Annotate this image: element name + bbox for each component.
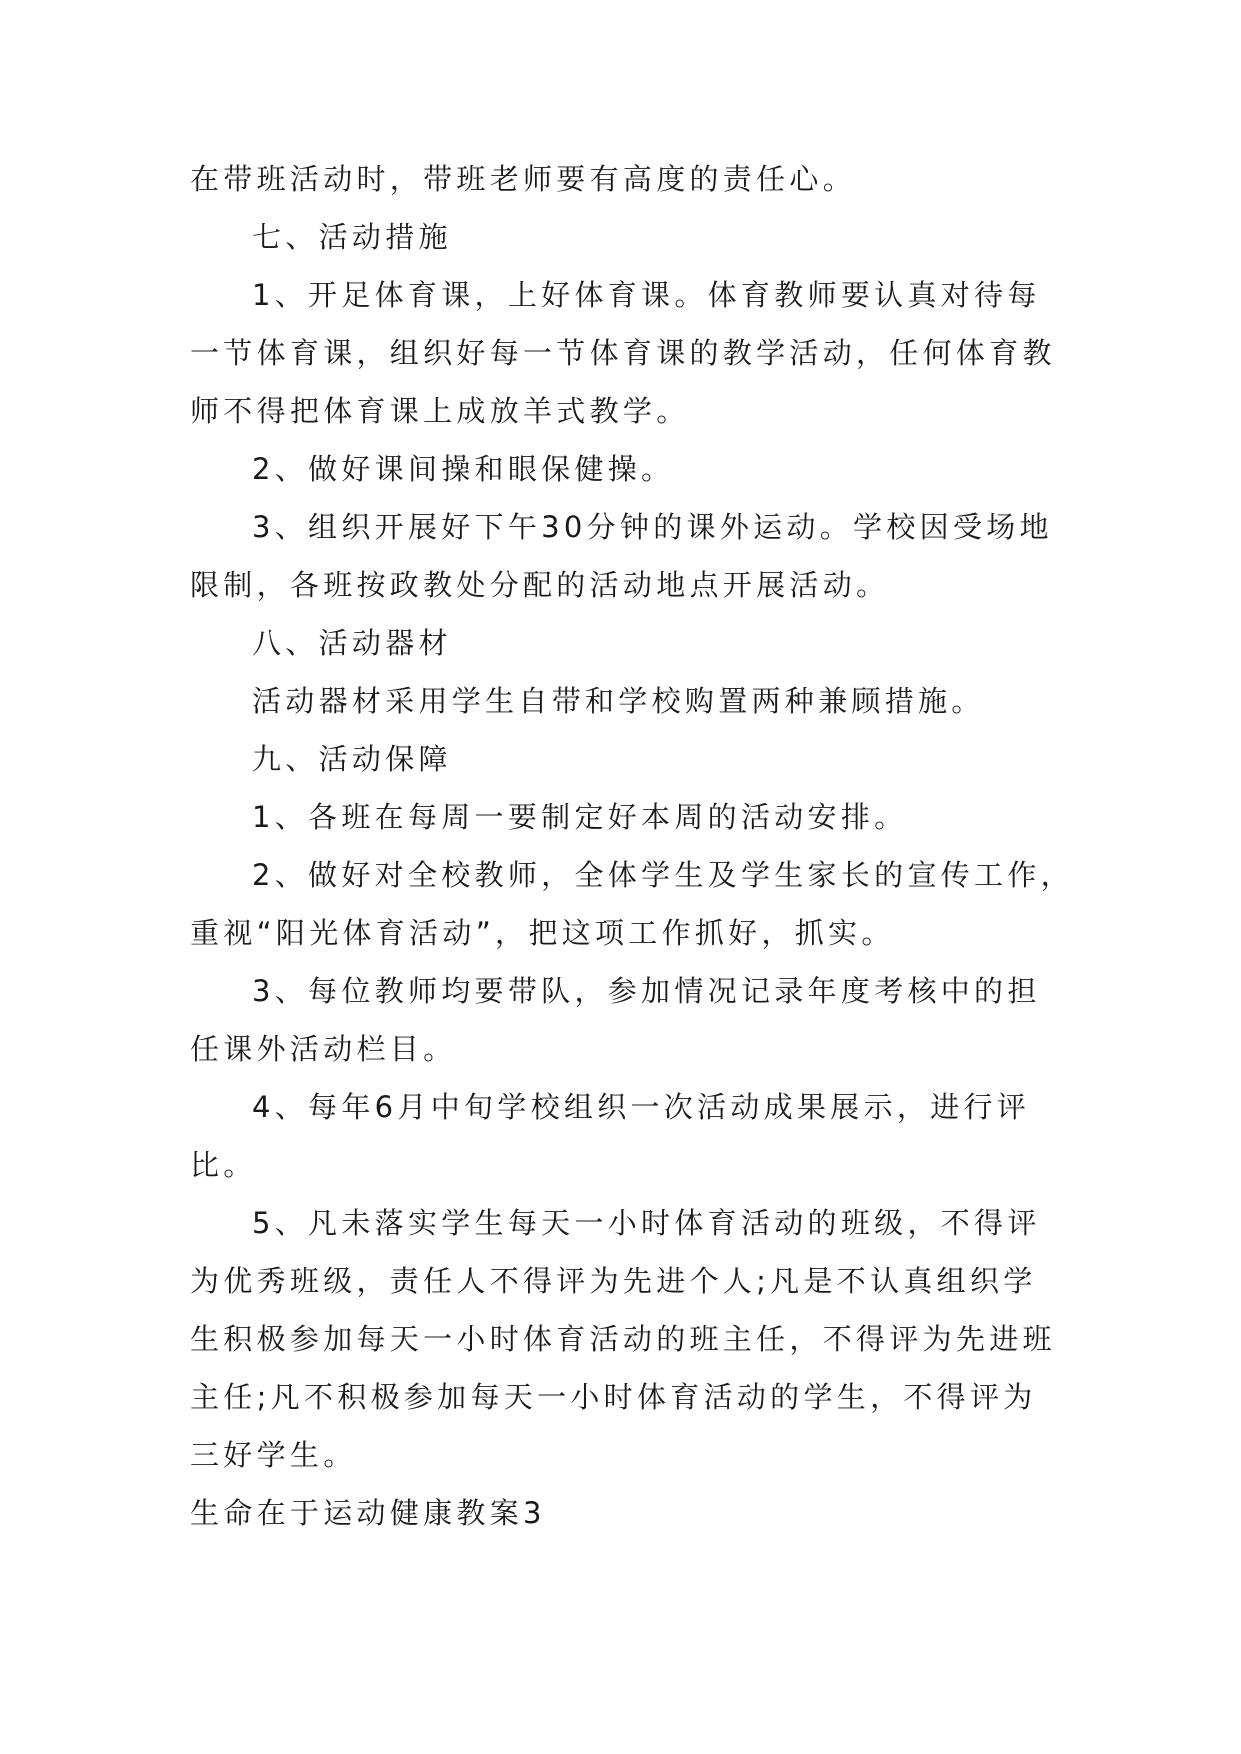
body-text-line: 重视“阳光体育活动”，把这项工作抓好，抓实。: [190, 916, 895, 950]
section-heading-measures: 七、活动措施: [252, 220, 452, 254]
body-text-line: 5、凡未落实学生每天一小时体育活动的班级，不得评: [252, 1206, 1041, 1240]
section-heading-guarantee: 九、活动保障: [252, 742, 452, 776]
document-title: 生命在于运动健康教案3: [190, 1496, 546, 1530]
body-text-line: 1、开足体育课，上好体育课。体育教师要认真对待每: [252, 278, 1041, 312]
body-text-line: 限制，各班按政教处分配的活动地点开展活动。: [190, 568, 890, 602]
body-text-line: 2、做好对全校教师，全体学生及学生家长的宣传工作，: [252, 858, 1074, 892]
body-text-line: 4、每年6月中旬学校组织一次活动成果展示，进行评: [252, 1090, 1031, 1124]
body-text-line: 比。: [190, 1148, 257, 1182]
body-text-line: 1、各班在每周一要制定好本周的活动安排。: [252, 800, 908, 834]
body-text-line: 生积极参加每天一小时体育活动的班主任，不得评为先进班: [190, 1322, 1056, 1356]
body-text-line: 主任;凡不积极参加每天一小时体育活动的学生，不得评为: [190, 1380, 1037, 1414]
body-text-line: 为优秀班级，责任人不得评为先进个人;凡是不认真组织学: [190, 1264, 1037, 1298]
body-text-line: 三好学生。: [190, 1438, 357, 1472]
body-text-line: 在带班活动时，带班老师要有高度的责任心。: [190, 162, 857, 196]
body-text-line: 3、每位教师均要带队，参加情况记录年度考核中的担: [252, 974, 1041, 1008]
section-heading-equipment: 八、活动器材: [252, 626, 452, 660]
body-text-line: 任课外活动栏目。: [190, 1032, 457, 1066]
body-text-line: 一节体育课，组织好每一节体育课的教学活动，任何体育教: [190, 336, 1056, 370]
body-text-line: 3、组织开展好下午30分钟的课外运动。学校因受场地: [252, 510, 1053, 544]
body-text-line: 师不得把体育课上成放羊式教学。: [190, 394, 690, 428]
document-body: [190, 150, 1074, 1542]
body-text-line: 2、做好课间操和眼保健操。: [252, 452, 675, 486]
body-text-line: 活动器材采用学生自带和学校购置两种兼顾措施。: [252, 684, 985, 718]
